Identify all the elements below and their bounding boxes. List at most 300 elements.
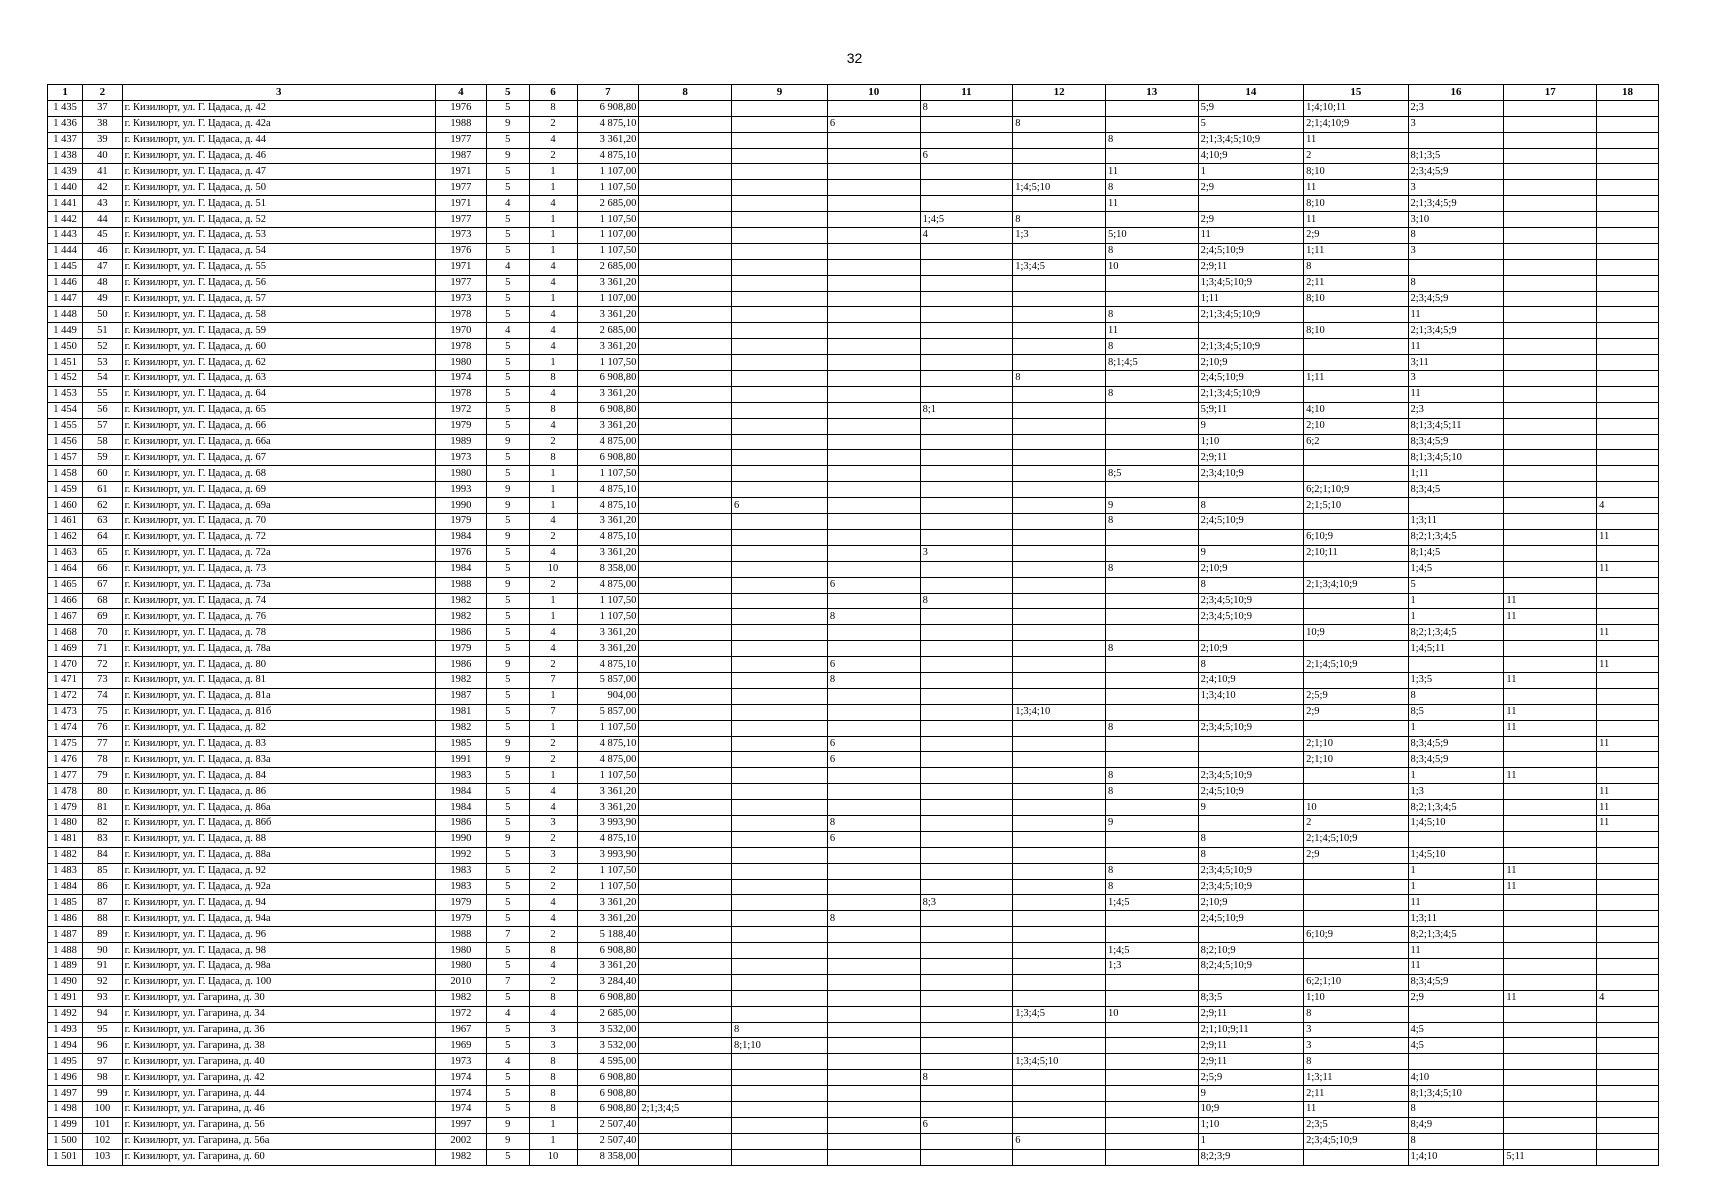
table-cell: 1 107,50 [577, 593, 639, 609]
table-cell [1597, 386, 1659, 402]
table-cell: 1 [1408, 720, 1504, 736]
table-cell: 5 [1408, 577, 1504, 593]
table-cell [639, 164, 732, 180]
table-cell: 1 488 [48, 943, 83, 959]
table-cell [1198, 974, 1303, 990]
table-cell: 103 [83, 1149, 122, 1165]
table-cell: 2;11 [1304, 1086, 1408, 1102]
table-cell: г. Кизилюрт, ул. Г. Цадаса, д. 80 [122, 657, 435, 673]
table-cell: г. Кизилюрт, ул. Г. Цадаса, д. 68 [122, 466, 435, 482]
table-row [48, 704, 1659, 720]
table-row [48, 482, 1659, 498]
table-cell [732, 1070, 828, 1086]
table-cell [732, 736, 828, 752]
table-cell: 1 [529, 482, 577, 498]
table-cell: 6 [827, 657, 920, 673]
table-cell: 5 [486, 339, 529, 355]
table-cell: 1982 [435, 990, 486, 1006]
table-cell [1597, 831, 1659, 847]
table-cell: 8 [732, 1022, 828, 1038]
table-cell: 5;9;11 [1198, 402, 1303, 418]
table-cell [1105, 688, 1198, 704]
column-header: 4 [435, 85, 486, 101]
table-cell: 11 [1597, 736, 1659, 752]
table-cell: 8 [1105, 339, 1198, 355]
table-cell [1597, 958, 1659, 974]
table-cell: 9 [486, 116, 529, 132]
table-cell: 1;4;5 [1105, 895, 1198, 911]
table-cell: 1976 [435, 545, 486, 561]
table-cell: 1 450 [48, 339, 83, 355]
table-cell: г. Кизилюрт, ул. Г. Цадаса, д. 46 [122, 148, 435, 164]
table-cell [1597, 1038, 1659, 1054]
table-cell: 8;10 [1304, 291, 1408, 307]
table-cell: 4 [1597, 990, 1659, 1006]
table-cell [639, 1070, 732, 1086]
table-cell [1013, 148, 1106, 164]
table-cell [827, 561, 920, 577]
table-cell [920, 482, 1013, 498]
table-cell [1013, 800, 1106, 816]
table-row [48, 1038, 1659, 1054]
table-cell [1304, 720, 1408, 736]
table-cell: 1 444 [48, 243, 83, 259]
table-cell: 8;1;3;4;5;10 [1408, 450, 1504, 466]
table-cell: 8;10 [1304, 164, 1408, 180]
table-cell: 3 361,20 [577, 418, 639, 434]
table-cell [920, 943, 1013, 959]
table-cell [732, 212, 828, 228]
table-cell [1105, 116, 1198, 132]
table-cell: г. Кизилюрт, ул. Г. Цадаса, д. 56 [122, 275, 435, 291]
table-cell: 2;4;5;10;9 [1198, 243, 1303, 259]
table-cell [732, 529, 828, 545]
table-cell: 8 [529, 1102, 577, 1118]
table-cell: 85 [83, 863, 122, 879]
table-cell: 8 [529, 990, 577, 1006]
table-cell [639, 148, 732, 164]
table-cell: 1 107,50 [577, 768, 639, 784]
table-cell: 1 474 [48, 720, 83, 736]
table-cell [639, 323, 732, 339]
table-cell: 5 [486, 1038, 529, 1054]
table-cell: 1 451 [48, 355, 83, 371]
table-cell [1105, 529, 1198, 545]
table-cell: 11 [1105, 164, 1198, 180]
table-cell: 9 [486, 529, 529, 545]
table-cell: 1 [529, 164, 577, 180]
table-row [48, 402, 1659, 418]
table-cell: 11 [1597, 529, 1659, 545]
table-cell: 2;4;5;10;9 [1198, 784, 1303, 800]
table-cell [732, 514, 828, 530]
table-cell: 11 [1304, 180, 1408, 196]
table-cell: 5 [486, 164, 529, 180]
table-cell: 1984 [435, 561, 486, 577]
table-row [48, 1086, 1659, 1102]
table-cell [1013, 1149, 1106, 1165]
table-cell: 11 [1105, 323, 1198, 339]
table-cell: 5 857,00 [577, 704, 639, 720]
table-cell [732, 1102, 828, 1118]
table-cell: 4 [486, 259, 529, 275]
table-cell [920, 291, 1013, 307]
table-cell: г. Кизилюрт, ул. Г. Цадаса, д. 57 [122, 291, 435, 307]
table-cell: 5 [486, 879, 529, 895]
table-cell: 1 486 [48, 911, 83, 927]
table-cell [639, 514, 732, 530]
table-row [48, 958, 1659, 974]
table-cell: 1;4;10;11 [1304, 100, 1408, 116]
table-cell: 3 [1408, 371, 1504, 387]
table-cell: 1 465 [48, 577, 83, 593]
table-cell: 5 [486, 355, 529, 371]
table-cell [1597, 593, 1659, 609]
table-cell: 5 [486, 768, 529, 784]
table-cell: 1;3;11 [1408, 514, 1504, 530]
table-cell [639, 212, 732, 228]
table-cell: 2;9 [1304, 228, 1408, 244]
table-cell [1105, 1117, 1198, 1133]
table-cell: 98 [83, 1070, 122, 1086]
table-cell: 4;5 [1408, 1038, 1504, 1054]
table-cell [732, 466, 828, 482]
table-cell [1597, 1054, 1659, 1070]
table-cell: 2 685,00 [577, 323, 639, 339]
table-cell [1013, 164, 1106, 180]
table-cell: 1 [529, 466, 577, 482]
table-cell [732, 625, 828, 641]
table-cell [1013, 1102, 1106, 1118]
table-cell [1597, 275, 1659, 291]
table-cell: 1 461 [48, 514, 83, 530]
table-cell: 5 [486, 418, 529, 434]
table-cell: 1;3;11 [1408, 911, 1504, 927]
table-cell [639, 990, 732, 1006]
table-cell: 77 [83, 736, 122, 752]
table-cell [1105, 1070, 1198, 1086]
table-cell [1105, 736, 1198, 752]
table-cell: 63 [83, 514, 122, 530]
table-cell [1597, 641, 1659, 657]
table-cell: 90 [83, 943, 122, 959]
table-cell: 9 [1105, 498, 1198, 514]
table-cell: 8;1;4;5 [1408, 545, 1504, 561]
table-cell [1198, 736, 1303, 752]
table-cell [732, 815, 828, 831]
table-cell: 11 [1408, 307, 1504, 323]
table-cell: 4 875,10 [577, 148, 639, 164]
table-cell: 10;9 [1304, 625, 1408, 641]
table-cell: 1 475 [48, 736, 83, 752]
table-cell [1105, 402, 1198, 418]
table-cell: 3 361,20 [577, 641, 639, 657]
table-cell [827, 1117, 920, 1133]
table-cell [1105, 577, 1198, 593]
table-row [48, 815, 1659, 831]
table-cell [920, 752, 1013, 768]
table-cell [732, 561, 828, 577]
column-header: 6 [529, 85, 577, 101]
table-cell: г. Кизилюрт, ул. Г. Цадаса, д. 100 [122, 974, 435, 990]
table-row [48, 100, 1659, 116]
table-cell: 2;1;10;9;11 [1198, 1022, 1303, 1038]
table-cell: 1;11 [1304, 243, 1408, 259]
table-cell: 5 [486, 863, 529, 879]
table-cell: 1 499 [48, 1117, 83, 1133]
table-cell: 4 875,00 [577, 577, 639, 593]
table-row [48, 180, 1659, 196]
table-cell [827, 784, 920, 800]
table-cell [920, 974, 1013, 990]
table-cell: г. Кизилюрт, ул. Г. Цадаса, д. 94 [122, 895, 435, 911]
table-cell [1304, 561, 1408, 577]
table-cell: 1 441 [48, 196, 83, 212]
table-cell: 1 438 [48, 148, 83, 164]
table-cell: 4 [486, 323, 529, 339]
table-cell: 8 [529, 402, 577, 418]
table-row [48, 545, 1659, 561]
table-cell: г. Кизилюрт, ул. Г. Цадаса, д. 81б [122, 704, 435, 720]
table-cell: 54 [83, 371, 122, 387]
table-cell [639, 641, 732, 657]
table-cell: 3 361,20 [577, 307, 639, 323]
table-cell: 2;9;11 [1198, 259, 1303, 275]
table-cell: 7 [486, 927, 529, 943]
table-cell: 11 [1105, 196, 1198, 212]
table-cell: 1;3;11 [1304, 1070, 1408, 1086]
table-cell: 6 908,80 [577, 990, 639, 1006]
table-cell: 6 [827, 831, 920, 847]
table-cell [639, 593, 732, 609]
table-cell: 4;10 [1408, 1070, 1504, 1086]
table-cell [1105, 657, 1198, 673]
table-cell: 8 [1105, 784, 1198, 800]
table-cell: 11 [1597, 800, 1659, 816]
table-cell [1597, 545, 1659, 561]
table-cell: 1988 [435, 116, 486, 132]
table-cell: 8;3;4;5;9 [1408, 974, 1504, 990]
table-cell [1504, 736, 1597, 752]
table-cell [1013, 339, 1106, 355]
table-cell [920, 259, 1013, 275]
table-cell [920, 1038, 1013, 1054]
table-cell [920, 720, 1013, 736]
table-row [48, 720, 1659, 736]
table-cell [639, 688, 732, 704]
table-cell: 3 361,20 [577, 339, 639, 355]
table-cell [920, 307, 1013, 323]
table-cell [1504, 577, 1597, 593]
table-cell: 72 [83, 657, 122, 673]
table-row [48, 148, 1659, 164]
table-cell: 8;1;4;5 [1105, 355, 1198, 371]
table-cell [1105, 1086, 1198, 1102]
table-cell [1504, 815, 1597, 831]
table-cell: 1970 [435, 323, 486, 339]
table-cell: 11 [1597, 784, 1659, 800]
table-cell [827, 212, 920, 228]
table-cell [732, 545, 828, 561]
table-cell: 8 [827, 672, 920, 688]
column-header: 18 [1597, 85, 1659, 101]
table-cell: 2;1;4;10;9 [1304, 116, 1408, 132]
table-cell: 1;3;4;5 [1013, 1006, 1106, 1022]
table-cell [920, 243, 1013, 259]
table-cell: 2;3;4;5;10;9 [1198, 863, 1303, 879]
table-cell [1304, 784, 1408, 800]
table-cell: 1984 [435, 529, 486, 545]
table-cell: 1973 [435, 228, 486, 244]
table-row [48, 927, 1659, 943]
table-cell: 1 107,50 [577, 355, 639, 371]
table-cell: 6 908,80 [577, 943, 639, 959]
table-row [48, 1149, 1659, 1165]
table-cell [1504, 482, 1597, 498]
table-cell: 1971 [435, 196, 486, 212]
table-cell [1504, 498, 1597, 514]
table-cell [1105, 911, 1198, 927]
table-cell [639, 371, 732, 387]
table-cell [827, 1133, 920, 1149]
table-cell [1504, 974, 1597, 990]
table-cell: 8 [1408, 228, 1504, 244]
table-cell [920, 990, 1013, 1006]
table-cell [1013, 561, 1106, 577]
table-cell: 1;4;5;10 [1408, 815, 1504, 831]
table-cell: 1;3 [1105, 958, 1198, 974]
page-number: 32 [846, 50, 863, 66]
table-row [48, 768, 1659, 784]
table-cell [1105, 625, 1198, 641]
table-cell: 8;1;10 [732, 1038, 828, 1054]
table-cell: 5 [486, 545, 529, 561]
table-cell [732, 768, 828, 784]
table-cell: 97 [83, 1054, 122, 1070]
table-cell [1597, 307, 1659, 323]
table-cell: г. Кизилюрт, ул. Г. Цадаса, д. 86а [122, 800, 435, 816]
table-row [48, 561, 1659, 577]
table-cell: 8 [827, 815, 920, 831]
table-cell [827, 927, 920, 943]
table-row [48, 259, 1659, 275]
table-cell: 1 [529, 1133, 577, 1149]
table-cell: 1 107,00 [577, 291, 639, 307]
table-cell: 1;11 [1304, 371, 1408, 387]
table-cell: 2;3;4;5;10;9 [1198, 609, 1303, 625]
table-cell [1597, 514, 1659, 530]
table-cell [639, 1022, 732, 1038]
table-cell: г. Кизилюрт, ул. Г. Цадаса, д. 78 [122, 625, 435, 641]
table-cell [639, 291, 732, 307]
table-cell: 1;4;5;10 [1408, 847, 1504, 863]
table-cell: 9 [1105, 815, 1198, 831]
table-cell: 9 [486, 657, 529, 673]
table-cell [732, 228, 828, 244]
table-cell: 87 [83, 895, 122, 911]
table-cell: 1 453 [48, 386, 83, 402]
table-cell [1304, 386, 1408, 402]
table-cell [1504, 243, 1597, 259]
table-cell: г. Кизилюрт, ул. Г. Цадаса, д. 55 [122, 259, 435, 275]
table-cell [732, 482, 828, 498]
table-cell [1597, 1006, 1659, 1022]
table-cell: 1 468 [48, 625, 83, 641]
table-cell: 6;10;9 [1304, 529, 1408, 545]
table-cell [1198, 482, 1303, 498]
table-cell: 58 [83, 434, 122, 450]
table-cell: 2010 [435, 974, 486, 990]
table-cell: 6 908,80 [577, 450, 639, 466]
table-cell [732, 1117, 828, 1133]
table-cell: 95 [83, 1022, 122, 1038]
table-cell: 1985 [435, 736, 486, 752]
table-cell [1597, 1022, 1659, 1038]
table-cell [732, 672, 828, 688]
table-cell [732, 720, 828, 736]
table-cell: 5 188,40 [577, 927, 639, 943]
column-header: 5 [486, 85, 529, 101]
table-cell: 3 [1304, 1022, 1408, 1038]
table-cell [827, 466, 920, 482]
table-cell [920, 911, 1013, 927]
table-cell [1597, 100, 1659, 116]
table-header-row [48, 85, 1659, 101]
table-cell: 11 [1304, 1102, 1408, 1118]
table-cell [1408, 657, 1504, 673]
table-cell: 1;4;5 [1105, 943, 1198, 959]
table-cell: 1979 [435, 418, 486, 434]
table-cell [827, 402, 920, 418]
table-cell [639, 132, 732, 148]
table-cell [1504, 418, 1597, 434]
table-cell [920, 1149, 1013, 1165]
table-cell: 1 483 [48, 863, 83, 879]
table-cell: 45 [83, 228, 122, 244]
table-cell: 3 [920, 545, 1013, 561]
table-cell: 47 [83, 259, 122, 275]
table-cell: 6;2;1;10 [1304, 974, 1408, 990]
table-cell: 8 [920, 1070, 1013, 1086]
table-cell [1597, 180, 1659, 196]
table-row [48, 752, 1659, 768]
table-cell: 8 [1198, 498, 1303, 514]
table-cell: 4 875,10 [577, 116, 639, 132]
table-cell [639, 609, 732, 625]
table-cell [1105, 752, 1198, 768]
table-cell [1013, 514, 1106, 530]
table-cell: 57 [83, 418, 122, 434]
table-cell: 60 [83, 466, 122, 482]
table-cell [732, 800, 828, 816]
table-cell: 2 [529, 577, 577, 593]
table-cell: 6 908,80 [577, 402, 639, 418]
table-cell: 2;9 [1408, 990, 1504, 1006]
table-cell: 1 489 [48, 958, 83, 974]
table-cell [920, 1086, 1013, 1102]
table-cell: 1982 [435, 593, 486, 609]
table-cell: г. Кизилюрт, ул. Гагарина, д. 36 [122, 1022, 435, 1038]
table-cell [1504, 466, 1597, 482]
table-cell: г. Кизилюрт, ул. Г. Цадаса, д. 66 [122, 418, 435, 434]
table-cell: 2 [529, 831, 577, 847]
table-cell [732, 180, 828, 196]
table-cell [639, 657, 732, 673]
table-cell: 1 469 [48, 641, 83, 657]
column-header: 2 [83, 85, 122, 101]
table-cell: 8 358,00 [577, 561, 639, 577]
table-cell [1013, 323, 1106, 339]
